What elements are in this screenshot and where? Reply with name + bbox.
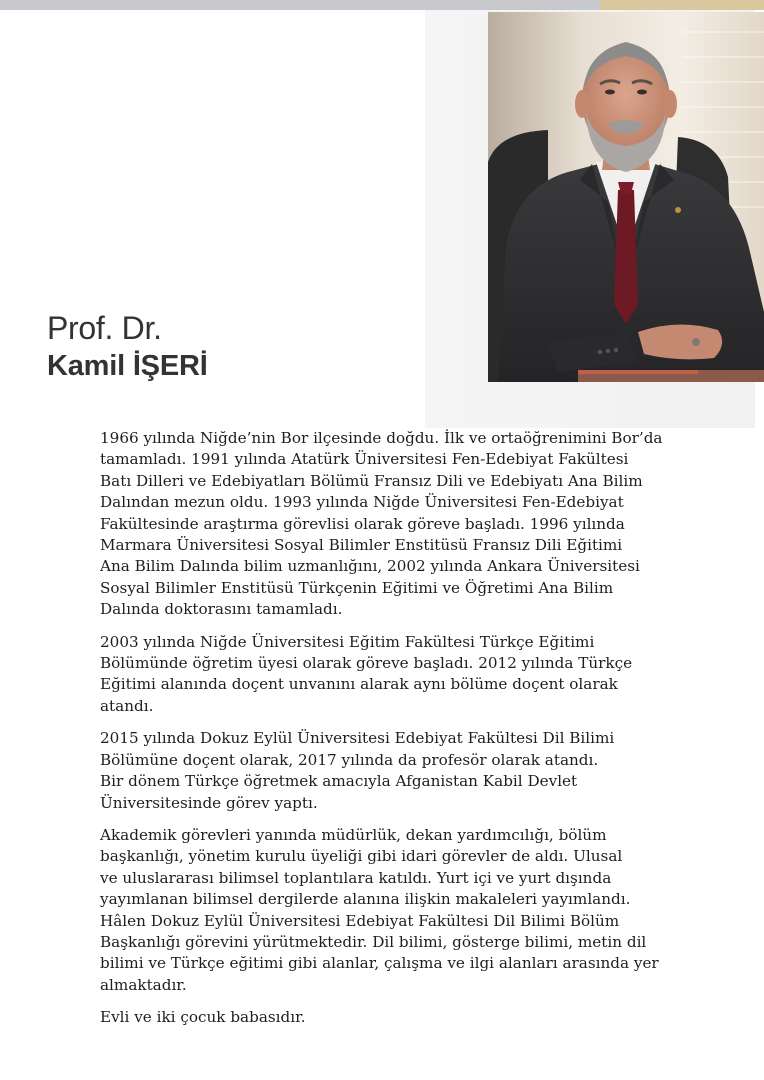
bio-line: Batı Dilleri ve Edebiyatları Bölümü Fransız Dili ve Edebiyatı Ana Bilim [100,471,643,490]
bio-line: 2003 yılında Niğde Üniversitesi Eğitim Fakültesi Türkçe Eğitimi [100,632,595,651]
bio-line: Hâlen Dokuz Eylül Üniversitesi Edebiyat Fakültesi Dil Bilimi Bölüm [100,911,620,930]
bio-line: Evli ve iki çocuk babasıdır. [100,1008,306,1027]
bio-line: Bölümüne doçent olarak, 2017 yılında da profesör olarak atandı. [100,750,599,769]
bio-line: Akademik görevleri yanında müdürlük, dekan yardımcılığı, bölüm [100,825,607,844]
bio-line: Marmara Üniversitesi Sosyal Bilimler Enstitüsü Fransız Dili Eğitimi [100,536,623,555]
biography [100,428,730,1040]
portrait-photo [488,12,764,382]
bio-line: Dalından mezun oldu. 1993 yılında Niğde Üniversitesi Fen-Edebiyat [100,493,624,512]
bio-paragraph [100,428,730,621]
bio-paragraph [100,728,730,814]
bio-line: 2015 yılında Dokuz Eylül Üniversitesi Edebiyat Fakültesi Dil Bilimi [100,729,615,748]
bio-line: almaktadır. [100,975,187,994]
bio-line: Dalında doktorasını tamamladı. [100,600,343,619]
bio-line: Üniversitesinde görev yaptı. [100,793,318,812]
bio-line: Bölümünde öğretim üyesi olarak göreve başladı. 2012 yılında Türkçe [100,654,633,673]
person-name: Kamil İŞERİ [47,350,208,382]
bio-paragraph [100,1007,730,1028]
bio-line: Eğitimi alanında doçent unvanını alarak aynı bölüme doçent olarak [100,675,618,694]
bio-paragraph [100,825,730,996]
bio-line: ve uluslararası bilimsel toplantılara katıldı. Yurt içi ve yurt dışında [100,868,612,887]
top-decorative-bar [0,0,600,10]
academic-title: Prof. Dr. [47,310,162,346]
bio-line: Başkanlığı görevini yürütmektedir. Dil bilimi, gösterge bilimi, metin dil [100,932,647,951]
bio-line: yayımlanan bilimsel dergilerde alanına ilişkin makaleleri yayımlandı. [100,890,631,909]
bio-line: başkanlığı, yönetim kurulu üyeliği gibi idari görevler de aldı. Ulusal [100,847,623,866]
top-accent-bar [600,0,764,10]
name-block [47,308,208,384]
bio-line: Fakültesinde araştırma görevlisi olarak göreve başladı. 1996 yılında [100,514,625,533]
bio-line: Ana Bilim Dalında bilim uzmanlığını, 2002 yılında Ankara Üniversitesi [100,557,640,576]
bio-line: 1966 yılında Niğde’nin Bor ilçesinde doğdu. İlk ve ortaöğrenimini Bor’da [100,429,663,447]
bio-line: bilimi ve Türkçe eğitimi gibi alanlar, çalışma ve ilgi alanları arasında yer [100,954,659,973]
bio-line: tamamladı. 1991 yılında Atatürk Üniversitesi Fen-Edebiyat Fakültesi [100,450,629,469]
bio-line: Bir dönem Türkçe öğretmek amacıyla Afganistan Kabil Devlet [100,772,578,791]
bio-line: Sosyal Bilimler Enstitüsü Türkçenin Eğitimi ve Öğretimi Ana Bilim [100,578,614,597]
bio-line: atandı. [100,696,154,715]
bio-paragraph [100,632,730,718]
